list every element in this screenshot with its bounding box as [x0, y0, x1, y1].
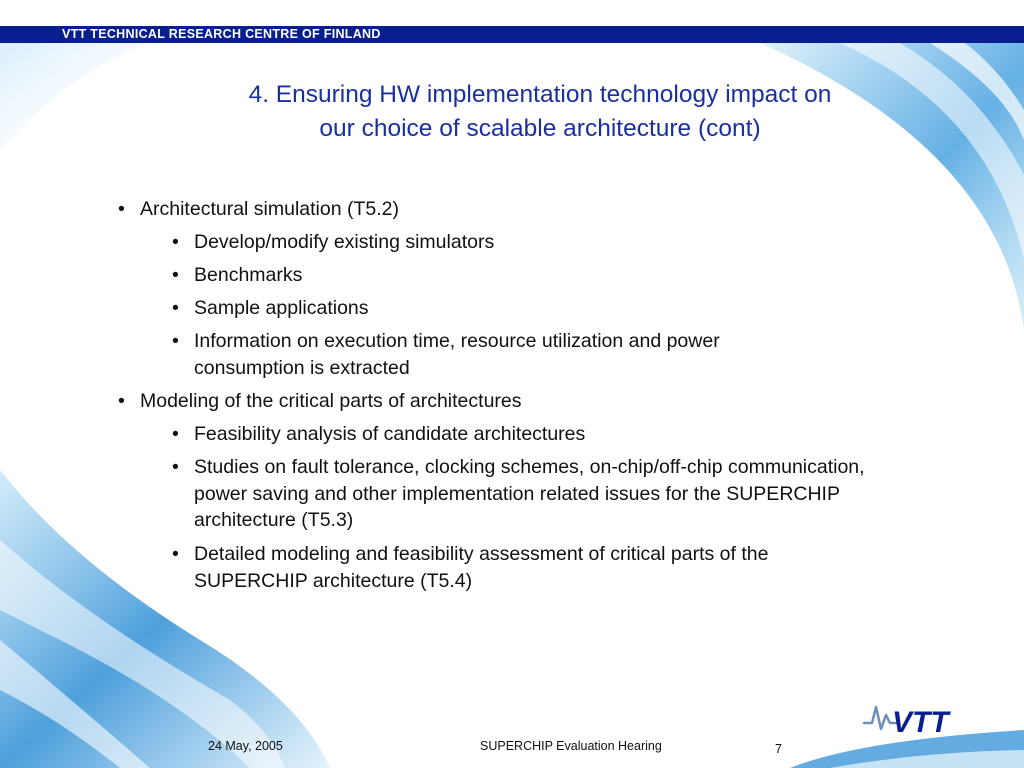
org-name: VTT TECHNICAL RESEARCH CENTRE OF FINLAND	[62, 27, 381, 41]
slide-title-line2: our choice of scalable architecture (cont)	[319, 115, 761, 142]
page-number: 7	[775, 742, 782, 756]
sub-bullet-sample-applications: • Sample applications	[194, 295, 914, 322]
header-bar	[0, 26, 1024, 43]
sub-bullet-develop-simulators: • Develop/modify existing simulators	[194, 229, 914, 256]
sub-bullet-feasibility-analysis: • Feasibility analysis of candidate architectures	[194, 421, 914, 448]
slide-title-line1: 4. Ensuring HW implementation technology impact on	[248, 81, 832, 108]
footer-date: 24 May, 2005	[208, 739, 283, 753]
sub-bullet-detailed-modeling: • Detailed modeling and feasibility assessment of critical parts of the SUPERCHIP architecture (T5.4)	[194, 541, 884, 594]
slide-title	[150, 78, 930, 146]
vtt-logo	[862, 695, 972, 742]
bullet-modeling-critical-parts: • Modeling of the critical parts of architectures	[140, 388, 522, 415]
sub-bullet-benchmarks: • Benchmarks	[194, 262, 914, 289]
sub-bullet-execution-info: • Information on execution time, resource utilization and power consumption is extracted	[194, 328, 834, 381]
sub-bullet-fault-tolerance-studies: • Studies on fault tolerance, clocking schemes, on-chip/off-chip communication, power saving and other implementation related issues for the SUPERCHIP architecture (T5.3)	[194, 454, 919, 534]
vtt-wave-logo-icon	[862, 695, 972, 737]
footer-event: SUPERCHIP Evaluation Hearing	[480, 739, 662, 753]
vtt-logo-text: VTT	[892, 706, 949, 737]
bullet-architectural-simulation: • Architectural simulation (T5.2)	[140, 196, 399, 223]
